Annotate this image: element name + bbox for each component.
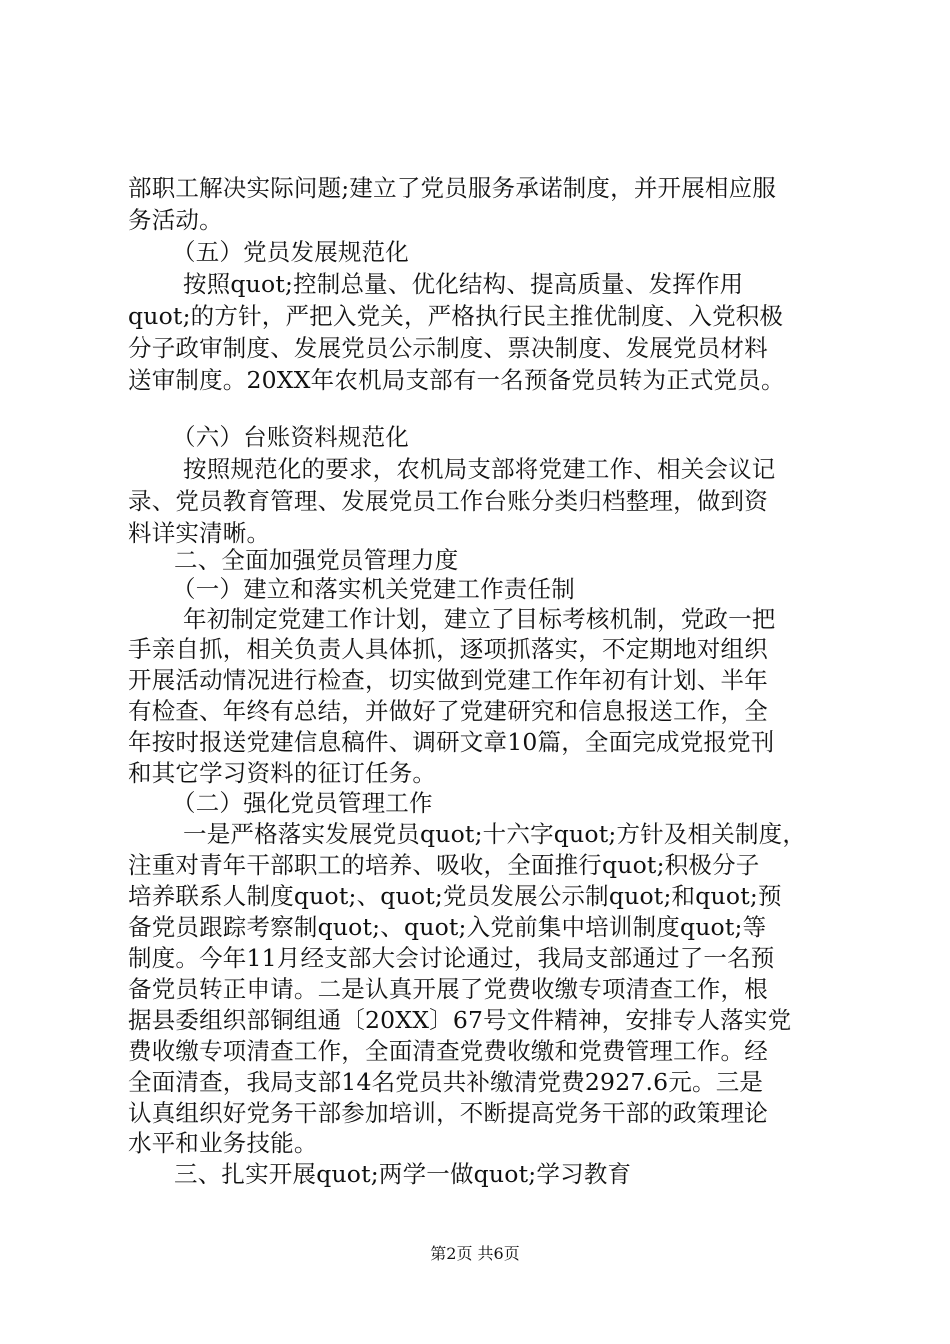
- section-heading: （一）建立和落实机关党建工作责任制: [172, 575, 575, 603]
- body-line: 送审制度。20XX年农机局支部有一名预备党员转为正式党员。: [128, 366, 785, 394]
- body-line: quot;的方针，严把入党关，严格执行民主推优制度、入党积极: [128, 302, 784, 330]
- body-line: 录、党员教育管理、发展党员工作台账分类归档整理，做到资: [128, 487, 768, 515]
- section-heading: （五）党员发展规范化: [172, 238, 409, 266]
- body-line: 料详实清晰。: [128, 519, 271, 547]
- body-line: 有检查、年终有总结，并做好了党建研究和信息报送工作，全: [128, 697, 768, 725]
- body-line: 和其它学习资料的征订任务。: [128, 759, 437, 787]
- body-line: 培养联系人制度quot;、quot;党员发展公示制quot;和quot;预: [128, 882, 782, 910]
- section-heading: （六）台账资料规范化: [172, 423, 409, 451]
- body-line: 全面清查，我局支部14名党员共补缴清党费2927.6元。三是: [128, 1068, 764, 1096]
- body-line: 开展活动情况进行检查，切实做到党建工作年初有计划、半年: [128, 666, 768, 694]
- body-line: 分子政审制度、发展党员公示制度、票决制度、发展党员材料: [128, 334, 768, 362]
- body-line: 一是严格落实发展党员quot;十六字quot;方针及相关制度，: [183, 820, 807, 848]
- body-line: 部职工解决实际问题;建立了党员服务承诺制度，并开展相应服: [128, 174, 777, 202]
- body-line: 据县委组织部铜组通〔20XX〕67号文件精神，安排专人落实党: [128, 1006, 792, 1034]
- body-line: 水平和业务技能。: [128, 1129, 318, 1157]
- body-line: 按照quot;控制总量、优化结构、提高质量、发挥作用: [183, 270, 744, 298]
- body-line: 务活动。: [128, 206, 223, 234]
- body-line: 手亲自抓，相关负责人具体抓，逐项抓落实，不定期地对组织: [128, 635, 768, 663]
- body-line: 年按时报送党建信息稿件、调研文章10篇，全面完成党报党刊: [128, 728, 775, 756]
- body-line: 认真组织好党务干部参加培训，不断提高党务干部的政策理论: [128, 1099, 768, 1127]
- body-line: 注重对青年干部职工的培养、吸收，全面推行quot;积极分子: [128, 851, 760, 879]
- body-line: 费收缴专项清查工作，全面清查党费收缴和党费管理工作。经: [128, 1037, 768, 1065]
- body-line: 备党员转正申请。二是认真开展了党费收缴专项清查工作，根: [128, 975, 768, 1003]
- chapter-heading: 三、扎实开展quot;两学一做quot;学习教育: [174, 1160, 632, 1188]
- chapter-heading: 二、全面加强党员管理力度: [174, 546, 459, 574]
- body-line: 按照规范化的要求，农机局支部将党建工作、相关会议记: [183, 455, 776, 483]
- body-line: 备党员跟踪考察制quot;、quot;入党前集中培训制度quot;等: [128, 913, 767, 941]
- page-number-footer: 第2页 共6页: [430, 1244, 520, 1263]
- body-line: 制度。今年11月经支部大会讨论通过，我局支部通过了一名预: [128, 944, 775, 972]
- section-heading: （二）强化党员管理工作: [172, 789, 433, 817]
- body-line: 年初制定党建工作计划，建立了目标考核机制，党政一把: [183, 605, 776, 633]
